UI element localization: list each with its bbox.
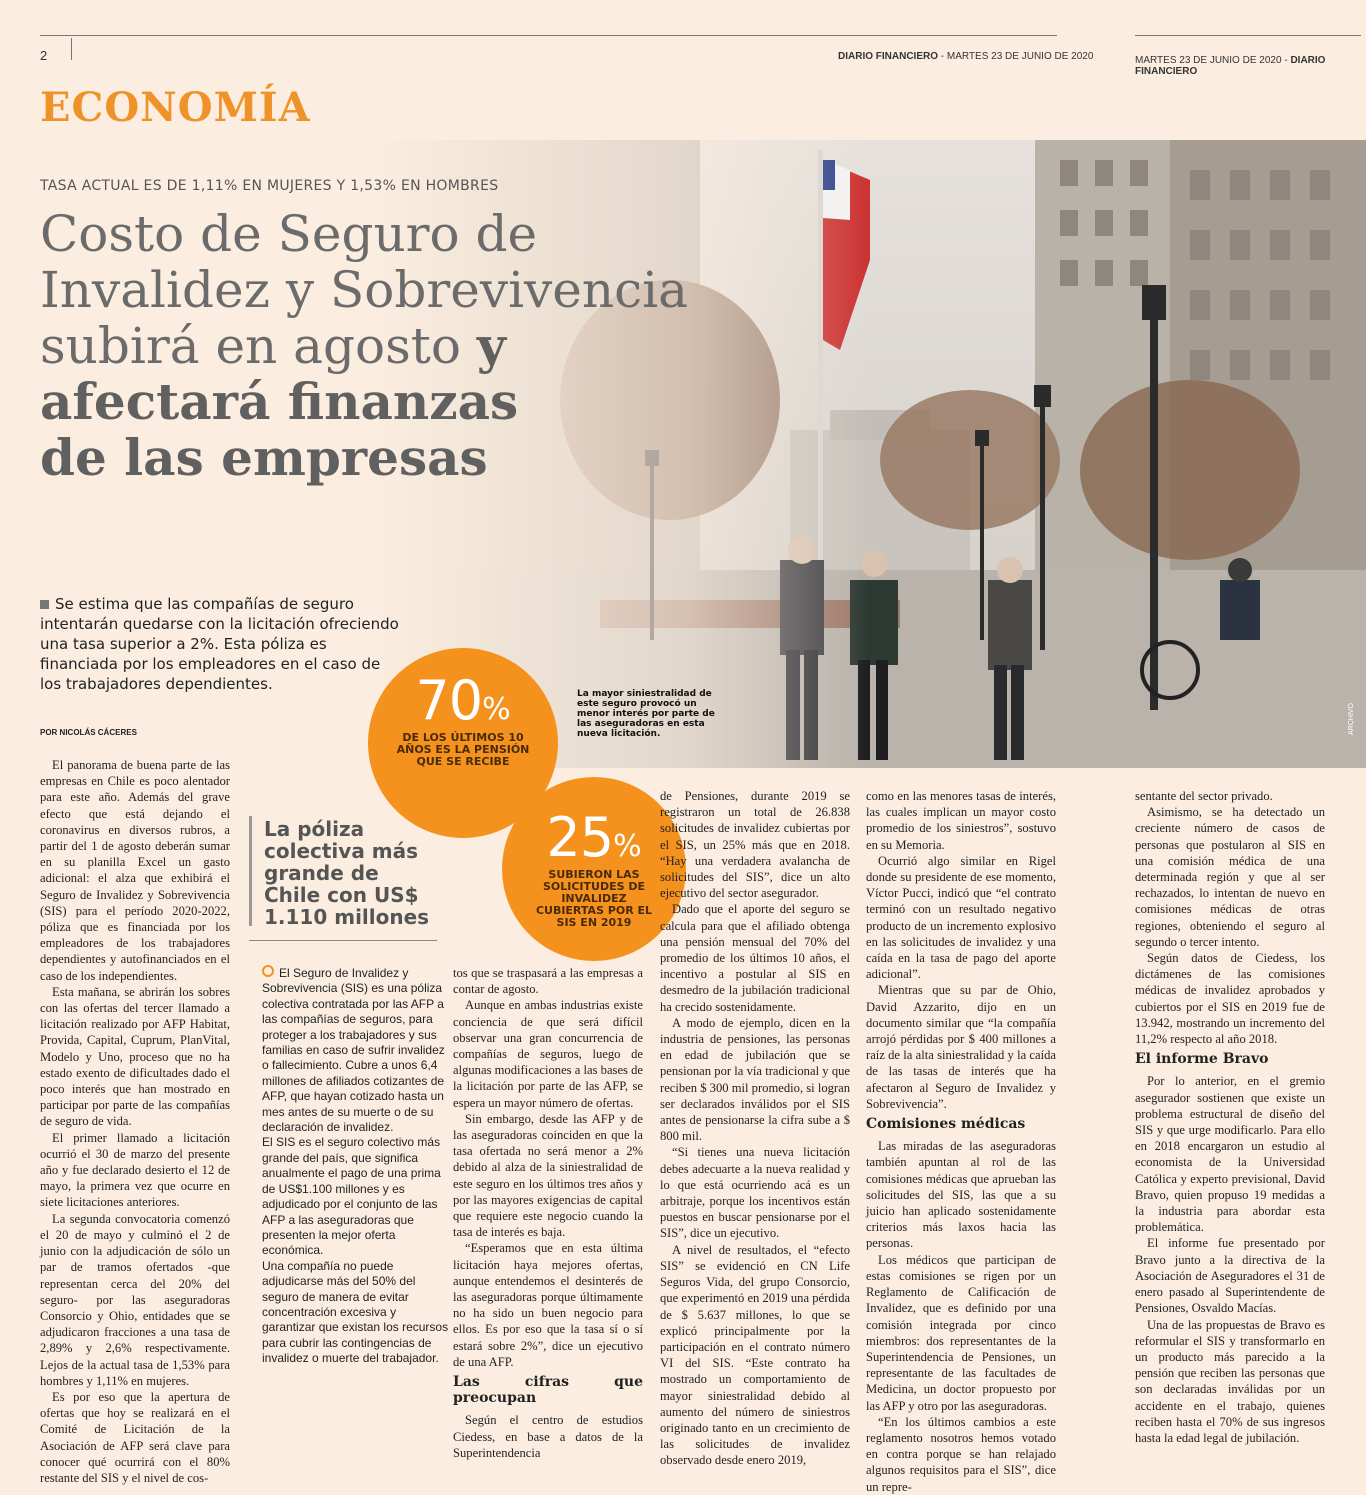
paragraph: Según el centro de estudios Ciedess, en base a datos de la Superintendencia bbox=[453, 1413, 643, 1460]
lede bbox=[40, 594, 400, 694]
byline: POR NICOLÁS CÁCERES bbox=[40, 728, 137, 737]
headline-bold-text: afectará finanzas bbox=[40, 372, 519, 431]
page-number-divider bbox=[71, 38, 72, 60]
paragraph: Mientras que su par de Ohio, David Azzarito, dijo en un documento similar que “la compañía arrojó pérdidas por $ 400 millones a raíz de la alta siniestralidad y la caída de las tasas de interés que ha afectaron al Seguro de Invalidez y Sobrevivencia”. bbox=[866, 983, 1056, 1111]
paragraph: Por lo anterior, en el gremio asegurador sostienen que existe un problema estructural de diseño del SIS y que urge modificarlo. Para ello en 2018 encargaron un estudio al economista de la Universidad Católica y experto previsional, David Bravo, quien propuso 19 medidas a la industria para abordar esta problemática. bbox=[1135, 1074, 1325, 1235]
paragraph: Según datos de Ciedess, los dictámenes de las comisiones médicas de invalidez aprobados y cubiertos por el SIS en 2019 fue de 13.942, mostrando un incremento del 11,2% respecto al año 2018. bbox=[1135, 951, 1325, 1047]
article-column-4 bbox=[660, 788, 850, 1469]
subhead: Las cifras que preocupan bbox=[453, 1374, 643, 1407]
paragraph: El panorama de buena parte de las empresas en Chile es poco alentador para este año. Además del grave efecto que está dejando el coronavirus en diversos rubros, a partir del 1 de agosto deberán sumar en su planilla Excel un gasto adicional: el alza que exhibirá el Seguro de Invalidez y Sobrevivencia (SIS) para el período 2020-2022, póliza que es financiada por los empleadores de los trabajadores dependientes y autofinanciados en el caso de los independientes. bbox=[40, 758, 230, 983]
issue-date: MARTES 23 DE JUNIO DE 2020 bbox=[946, 51, 1094, 62]
article-column-3 bbox=[453, 965, 643, 1461]
header-rule-right bbox=[1135, 35, 1361, 36]
paragraph: como en las menores tasas de interés, las cuales implican un mayor costo promedio de los siniestros”, sostuvo en su Memoria. bbox=[866, 789, 1056, 852]
article-column-6 bbox=[1135, 788, 1325, 1446]
stat-value: 25% bbox=[546, 806, 642, 869]
paragraph: A modo de ejemplo, dicen en la industria de pensiones, las personas en edad de jubilación que se pensionan por la vía tradicional y que reciben $ 300 mil promedio, si logran ser declarados inválidos por el SIS antes de pensionarse la cifra sube a $ 800 mil. bbox=[660, 1015, 850, 1144]
headline-bold-text: y bbox=[476, 316, 506, 375]
article-column-5 bbox=[866, 788, 1056, 1495]
article-column-1 bbox=[40, 757, 230, 1486]
photo-caption: La mayor siniestralidad de este seguro provocó un menor interés por parte de las aseguradoras en esta nueva licitación. bbox=[577, 689, 715, 739]
stat-value: 70% bbox=[415, 669, 511, 732]
masthead-left: DIARIO FINANCIERO - MARTES 23 DE JUNIO DE 2020 bbox=[838, 51, 1094, 62]
stat-circle-25 bbox=[502, 777, 686, 961]
headline-line bbox=[40, 374, 800, 430]
paragraph: tos que se traspasará a las empresas a contar de agosto. bbox=[453, 966, 643, 997]
paragraph: Ocurrió algo similar en Rigel donde su presidente de ese momento, Víctor Pucci, indicó que “el contrato terminó con un resultado negativo producto de un incremento explosivo en las solicitudes de invalidez y una caída en la tasa de pago del aporte adicional”. bbox=[866, 853, 1056, 982]
header-rule bbox=[40, 35, 1057, 36]
paragraph: de Pensiones, durante 2019 se registraron un total de 26.838 solicitudes de invalidez cubiertas por el SIS, un 25% más que en 2018. “Hay una verdadera avalancha de solicitudes del SIS”, dice un alto ejecutivo del sector asegurador. bbox=[660, 789, 850, 901]
headline-line: Invalidez y Sobrevivencia bbox=[40, 261, 688, 319]
sidebar-divider bbox=[249, 940, 437, 941]
paragraph: Esta mañana, se abrirán los sobres con las ofertas del tercer llamado a licitación realizado por AFP Habitat, Provida, Capital, Cuprum, PlanVital, Modelo y Uno, proceso que no ha estado exento de dificultades dado el poco interés que han mostrado en participar por parte de las compañías de seguro de vida. bbox=[40, 984, 230, 1129]
headline-bold-text: de las empresas bbox=[40, 428, 488, 487]
masthead-right: MARTES 23 DE JUNIO DE 2020 - DIARIO FINANCIERO bbox=[1135, 55, 1326, 77]
lede-text: Se estima que las compañías de seguro intentarán quedarse con la licitación ofreciendo una tasa superior a 2%. Esta póliza es financiada por los empleadores en el caso de los trabajadores dependientes. bbox=[40, 595, 399, 693]
headline-text: subirá en agosto bbox=[40, 317, 477, 375]
paragraph: sentante del sector privado. bbox=[1135, 789, 1273, 803]
publication-name: DIARIO FINANCIERO bbox=[1135, 55, 1326, 77]
paragraph: “En los últimos cambios a este reglamento nosotros hemos votado en contra porque se han relajado algunos requisitos para el SIS”, dice un repre- bbox=[866, 1414, 1056, 1494]
paragraph: A nivel de resultados, el “efecto SIS” se evidenció en CN Life Seguros Vida, del grupo Consorcio, que experimentó en 2019 una pérdida de $ 5.637 millones, lo que se explicó principalmente por la participación en el contrato número VI del SIS. “Este contrato ha mostrado un comportamiento de mayor siniestralidad debido al aumento del número de siniestros originado tanto en un crecimiento de las solicitudes de invalidez observado desde enero 2019, bbox=[660, 1242, 850, 1468]
headline bbox=[40, 206, 800, 486]
paragraph: Sin embargo, desde las AFP y de las aseguradoras coinciden en que la tasa ofertada no será menor a 2% debido al alza de la siniestralidad de este seguro en los últimos tres años y por las mayores exigencias de capital que requiere este negocio cuando la tasa de interés es baja. bbox=[453, 1111, 643, 1240]
paragraph: “Esperamos que en esta última licitación haya mejores ofertas, aunque entendemos el desinterés de las aseguradoras porque últimamente no ha sido un buen negocio para ellos. Es por eso que la tasa sí o sí estará sobre 2%”, dice un ejecutivo de una AFP. bbox=[453, 1241, 643, 1369]
paragraph: Aunque en ambas industrias existe conciencia de que será difícil observar una gran concurrencia de compañías de seguros, luego de algunas modificaciones a las bases de la licitación por parte de las AFP, se espera un mayor número de ofertas. bbox=[453, 998, 643, 1110]
kicker: TASA ACTUAL ES DE 1,11% EN MUJERES Y 1,53% EN HOMBRES bbox=[40, 178, 499, 194]
paragraph: Una de las propuestas de Bravo es reformular el SIS y transformarlo en un producto más parecido a la pensión que reciben las personas que son declaradas inválidas por un accidente en el trabajo, quienes reciben hasta el 70% de sus ingresos hasta la edad legal de jubilación. bbox=[1135, 1317, 1325, 1445]
sidebar-rule bbox=[249, 816, 252, 926]
publication-name: DIARIO FINANCIERO bbox=[838, 51, 938, 62]
paragraph: La segunda convocatoria comenzó el 20 de mayo y culminó el 2 de junio con la adjudicación de sólo un par de tramos ofertados -que representan cerca del 20% del seguro- por las aseguradoras Consorcio y Ohio, entidades que se adjudicaron fracciones a una tasa de 2,89% y 2,6% respectivamente. Lejos de la actual tasa de 1,53% para hombres y 1,11% en mujeres. bbox=[40, 1211, 230, 1388]
sidebar-body bbox=[262, 965, 450, 1367]
circle-bullet-icon bbox=[262, 965, 274, 977]
square-bullet-icon bbox=[40, 600, 49, 609]
paragraph: “Si tienes una nueva licitación debes adecuarte a la nueva realidad y lo que está ocurriendo acá es un arbitraje, porque los incentivos están puestos en buscar pensionarse por el SIS”, dice un ejecutivo. bbox=[660, 1145, 850, 1241]
paragraph: Las miradas de las aseguradoras también apuntan al rol de las comisiones médicas que aprueban las solicitudes del SIS, las que a su juicio han aplicado sostenidamente criterios más laxos hacia las personas. bbox=[866, 1139, 1056, 1251]
subhead: El informe Bravo bbox=[1135, 1051, 1269, 1068]
paragraph: El primer llamado a licitación ocurrió el 30 de marzo del presente año y fue declarado desierto el 12 de mayo, la primera vez que ocurre en siete licitaciones anteriores. bbox=[40, 1130, 230, 1210]
section-title: ECONOMÍA bbox=[40, 84, 311, 131]
headline-line: Costo de Seguro de bbox=[40, 205, 538, 263]
subhead: Comisiones médicas bbox=[866, 1116, 1026, 1133]
headline-line bbox=[40, 318, 800, 374]
headline-line bbox=[40, 430, 800, 486]
paragraph: Los médicos que participan de estas comisiones se rigen por un Reglamento de Calificación de Invalidez, que es definido por una comisión integrada por cinco miembros: dos representantes de la Superintendencia de Pensiones, un representante de las facultades de Medicina, un doctor propuesto por las AFP y otro por las aseguradoras. bbox=[866, 1252, 1056, 1413]
paragraph: Asimismo, se ha detectado un creciente número de casos de personas que postularon al SIS en una comisión médica de una determinada región y que al ser rechazados, lo intentan de nuevo en comisiones médicas de otras regiones, obteniendo el seguro al segundo o tercer intento. bbox=[1135, 805, 1325, 949]
sidebar-paragraph: El SIS es el seguro colectivo más grande del país, que significa anualmente el pago de una prima de US$1.100 millones y es adjudicado por el conjunto de las AFP a las aseguradoras que presenten la mejor oferta económica. bbox=[262, 1135, 441, 1258]
issue-date: MARTES 23 DE JUNIO DE 2020 bbox=[1135, 55, 1282, 66]
page-number: 2 bbox=[40, 48, 48, 63]
sidebar-paragraph: El Seguro de Invalidez y Sobrevivencia (SIS) es una póliza colectiva contratada por las AFP a las compañías de seguros, para proteger a los trabajadores y sus familias en caso de sufrir invalidez o fallecimiento. Cubre a unos 6,4 millones de afiliados cotizantes de AFP, que hayan cotizado hasta un mes antes de su muerte o de su declaración de invalidez. bbox=[262, 966, 445, 1135]
stat-text: DE LOS ÚLTIMOS 10 AÑOS ES LA PENSIÓN QUE SE RECIBE bbox=[396, 731, 530, 768]
paragraph: Es por eso que la apertura de ofertas que hoy se realizará en el Comité de Licitación de la Asociación de AFP será clave para conocer qué ocurrirá con el 80% restante del SIS y el nivel de cos- bbox=[40, 1389, 230, 1485]
photo-credit: ARCHIVO bbox=[1348, 703, 1355, 735]
sidebar-paragraph: Una compañía no puede adjudicarse más del 50% del seguro de manera de evitar concentración excesiva y garantizar que existan los recursos para cubrir las contingencias de invalidez o muerte del trabajador. bbox=[262, 1258, 449, 1366]
paragraph: El informe fue presentado por Bravo junto a la directiva de la Asociación de Aseguradores el 31 de enero pasado al Superintendente de Pensiones, Osvaldo Macías. bbox=[1135, 1236, 1325, 1316]
stat-text: SUBIERON LAS SOLICITUDES DE INVALIDEZ CUBIERTAS POR EL SIS EN 2019 bbox=[535, 868, 653, 929]
sidebar-title: La póliza colectiva más grande de Chile con US$ 1.110 millones bbox=[264, 817, 430, 929]
paragraph: Dado que el aporte del seguro se calcula para que el afiliado obtenga una pensión mensual del 70% del promedio de los últimos 10 años, el incentivo a postular al SIS en desmedro de la jubilación tradicional ha crecido sostenidamente. bbox=[660, 902, 850, 1014]
